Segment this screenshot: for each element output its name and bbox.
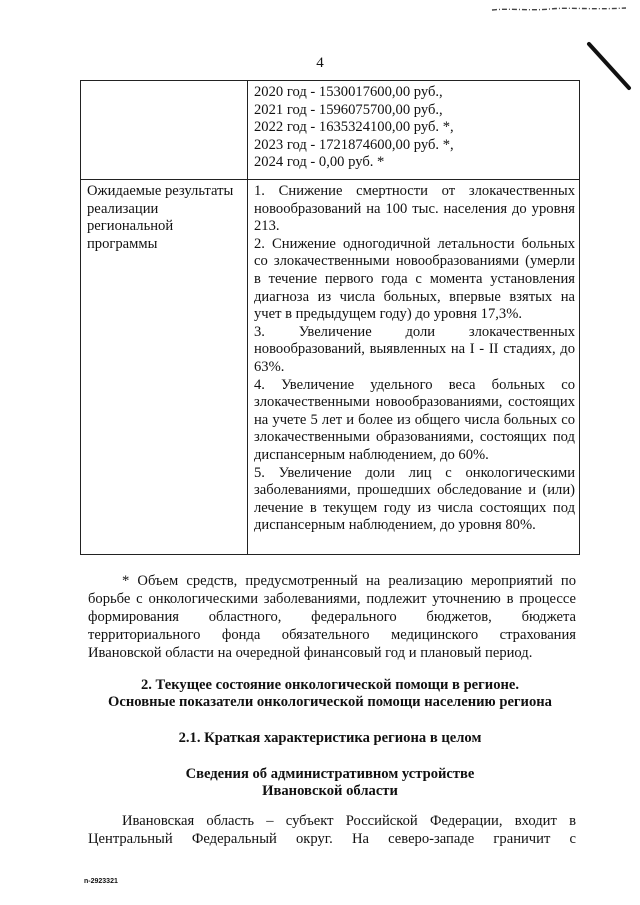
- result-item-5: 5. Увеличение доли лиц с онкологическими заболеваниями, прошедших обследование и (или) лечение в текущем году из числа состоящих под диспансерным наблюдением, до уровня 80%.: [254, 464, 575, 534]
- budget-label-cell: [81, 81, 248, 180]
- funding-line-2020: 2020 год - 1530017600,00 руб.,: [254, 84, 443, 100]
- table-row-budget: [81, 81, 580, 180]
- section-2-heading: [80, 677, 580, 711]
- funding-line-2021: 2021 год - 1596075700,00 руб.,: [254, 101, 443, 118]
- result-item-3: 3. Увеличение доли злокачественных новообразований, выявленных на I - II стадиях, до 63%.: [254, 323, 575, 375]
- admin-structure-heading-line2: Ивановской области: [262, 783, 398, 799]
- funding-line-2024: 2024 год - 0,00 руб. *: [254, 154, 385, 171]
- scan-artifact-top: [490, 6, 628, 12]
- result-item-1: 1. Снижение смертности от злокачественных новообразований на 100 тыс. населения до уровня 213.: [254, 183, 575, 235]
- document-code: n-2923321: [84, 878, 118, 885]
- budget-value-cell: [248, 81, 580, 180]
- page-number: 4: [316, 55, 324, 71]
- funding-line-2023: 2023 год - 1721874600,00 руб. *,: [254, 136, 454, 153]
- admin-structure-heading-line1: Сведения об административном устройстве: [185, 766, 475, 782]
- table-row-results: [81, 180, 580, 555]
- results-label-cell: Ожидаемые результаты реализации региональной программы: [81, 180, 248, 555]
- results-value-cell: [248, 180, 580, 555]
- budget-footnote: * Объем средств, предусмотренный на реализацию мероприятий по борьбе с онкологическими заболеваниями, подлежит уточнению в процессе формирования областного, федерального бюджетов, бюджета территориального фонда обязательного медицинского страхования Ивановской области на очередной финансовый год и плановый период.: [88, 573, 576, 661]
- subsection-2-1-heading: 2.1. Краткая характеристика региона в целом: [178, 730, 482, 746]
- section-2-heading-line2: Основные показатели онкологической помощи населению региона: [108, 694, 552, 710]
- region-description-paragraph: Ивановская область – субъект Российской Федерации, входит в Центральный Федеральный округ. На северо-западе граничит с: [88, 813, 576, 847]
- section-2-heading-line1: 2. Текущее состояние онкологической помощи в регионе.: [140, 677, 520, 693]
- admin-structure-heading: [80, 766, 580, 800]
- passport-table: [80, 80, 580, 555]
- result-item-4: 4. Увеличение удельного веса больных со злокачественными новообразованиями, состоящих на учете 5 лет и более из общего числа больных со злокачественными образованиями, состоящих под диспансерным наблюдением, до 60%.: [254, 376, 575, 463]
- funding-line-2022: 2022 год - 1635324100,00 руб. *,: [254, 119, 454, 136]
- result-item-2: 2. Снижение одногодичной летальности больных со злокачественными новообразованиями (умерли в течение первого года с момента установления диагноза из числа больных, впервые взятых на учет в предыдущем году) до уровня 17,3%.: [254, 235, 575, 323]
